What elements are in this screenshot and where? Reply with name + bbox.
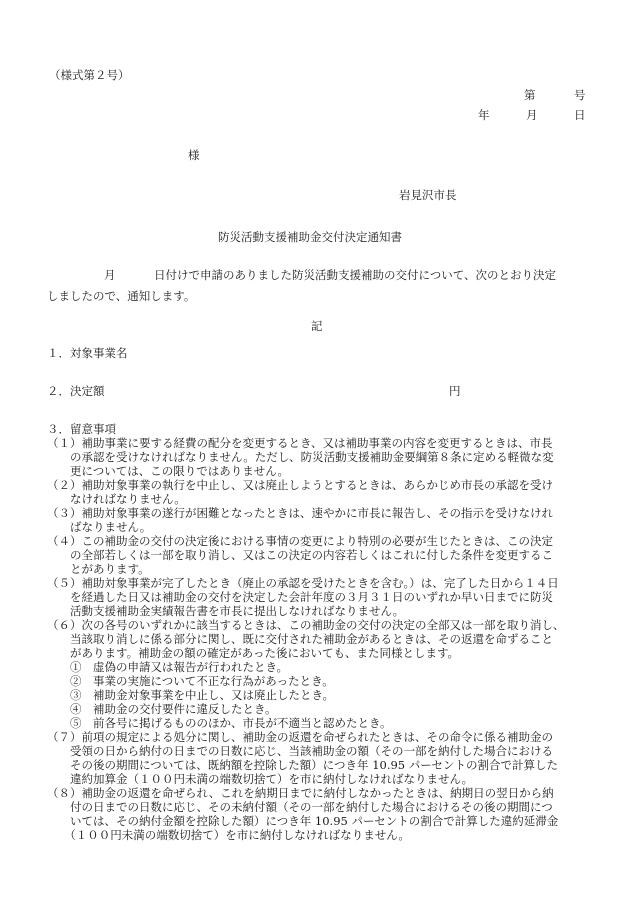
note-line: （３）補助対象事業の遂行が困難となったときは、速やかに市長に報告し、その指示を受けなけれ [47, 506, 553, 520]
note-line: （１００円未満の端数切捨て）を市に納付しなければなりません。 [47, 828, 410, 842]
note-7 [47, 730, 565, 786]
date-month: 月 [526, 108, 538, 122]
note-subitem: ③ 補助金対象事業を中止し、又は廃止したとき。 [47, 688, 335, 702]
section-decided-amount: ２．決定額 [47, 384, 105, 398]
section-notes: ３．留意事項 [47, 422, 116, 436]
note-line: （６）次の各号のいずれかに該当するときは、この補助金の交付の決定の全部又は一部を取り消し、 [47, 618, 565, 632]
note-2 [47, 478, 565, 506]
date-day: 日 [574, 108, 586, 122]
note-subitem: ① 虚偽の申請又は報告が行われたとき。 [47, 660, 289, 674]
note-line: ばなりません。 [47, 520, 152, 534]
note-line: （１）補助事業に要する経費の配分を変更するとき、又は補助事業の内容を変更するときは、市長 [47, 436, 553, 450]
note-line: 当該取り消しに係る部分に関し、既に交付された補助金があるときは、その返還を命ずること [47, 632, 553, 646]
intro-month: 月 [104, 268, 116, 282]
notes-list [47, 436, 565, 842]
note-line: （５）補助対象事業が完了したとき（廃止の承認を受けたときを含む。）は、完了した日から１４日 [47, 576, 559, 590]
intro-line-1: 日付けで申請のありました防災活動支援補助の交付について、次のとおり決定 [154, 268, 557, 282]
ki-heading: 記 [311, 319, 323, 333]
sender: 岩見沢市長 [399, 188, 457, 202]
note-subitem: ② 事業の実施について不正な行為があったとき。 [47, 674, 334, 688]
date-year: 年 [478, 108, 490, 122]
number-suffix: 号 [574, 88, 586, 102]
note-line: （４）この補助金の交付の決定後における事情の変更により特別の必要が生じたときは、この決定 [47, 534, 553, 548]
note-line: とがあります。 [47, 562, 150, 576]
document-title: 防災活動支援補助金交付決定通知書 [218, 230, 402, 244]
number-prefix: 第 [524, 88, 536, 102]
addressee-suffix: 様 [188, 148, 200, 162]
note-line: その後の期間については、既納額を控除した額）につき年 10.95 パーセントの割合で計算した [47, 758, 559, 772]
note-line: （８）補助金の返還を命ぜられ、これを納期日までに納付しなかったときは、納期日の翌日から納 [47, 786, 554, 800]
note-line: の承認を受けなければなりません。ただし、防災活動支援補助金要綱第８条に定める軽微な変 [47, 450, 554, 464]
note-line: 違約加算金（１００円未満の端数切捨て）を市に納付しなければなりません。 [47, 772, 474, 786]
note-line: の全部若しくは一部を取り消し、又はこの決定の内容若しくはこれに付した条件を変更するこ [47, 548, 553, 562]
note-line: 付の日までの日数に応じ、その未納付額（その一部を納付した場合におけるその後の期間につ [47, 800, 553, 814]
note-line: があります。補助金の額の確定があった後においても、また同様とします。 [47, 646, 460, 660]
note-8 [47, 786, 565, 842]
yen-unit: 円 [449, 384, 461, 398]
note-6 [47, 618, 565, 730]
form-label: （様式第２号） [49, 68, 130, 82]
note-line: （２）補助対象事業の執行を中止し、又は廃止しようとするときは、あらかじめ市長の承認を受け [47, 478, 553, 492]
note-line: いては、その納付金額を控除した額）につき年 10.95 パーセントの割合で計算した違約延滞金 [47, 814, 559, 828]
note-line: 活動支援補助金実績報告書を市長に提出しなければなりません。 [47, 604, 405, 618]
intro-line-2: しましたので、通知します。 [47, 289, 196, 303]
note-line: （７）前項の規定による処分に関し、補助金の返還を命ぜられたときは、その命令に係る補助金の [47, 730, 553, 744]
note-5 [47, 576, 565, 618]
section-target-project: １．対象事業名 [47, 346, 128, 360]
note-1 [47, 436, 565, 478]
note-line: を経過した日又は補助金の交付を決定した会計年度の３月３１日のいずれか早い日までに防災 [47, 590, 553, 604]
note-subitem: ④ 補助金の交付要件に違反したとき。 [47, 702, 277, 716]
note-4 [47, 534, 565, 576]
note-3 [47, 506, 565, 534]
note-line: 更については、この限りではありません。 [47, 464, 289, 478]
note-subitem: ⑤ 前各号に掲げるもののほか、市長が不適当と認めたとき。 [47, 716, 392, 730]
note-line: なければなりません。 [47, 492, 186, 506]
note-line: 受領の日から納付の日までの日数に応じ、当該補助金の額（その一部を納付した場合における [47, 744, 553, 758]
